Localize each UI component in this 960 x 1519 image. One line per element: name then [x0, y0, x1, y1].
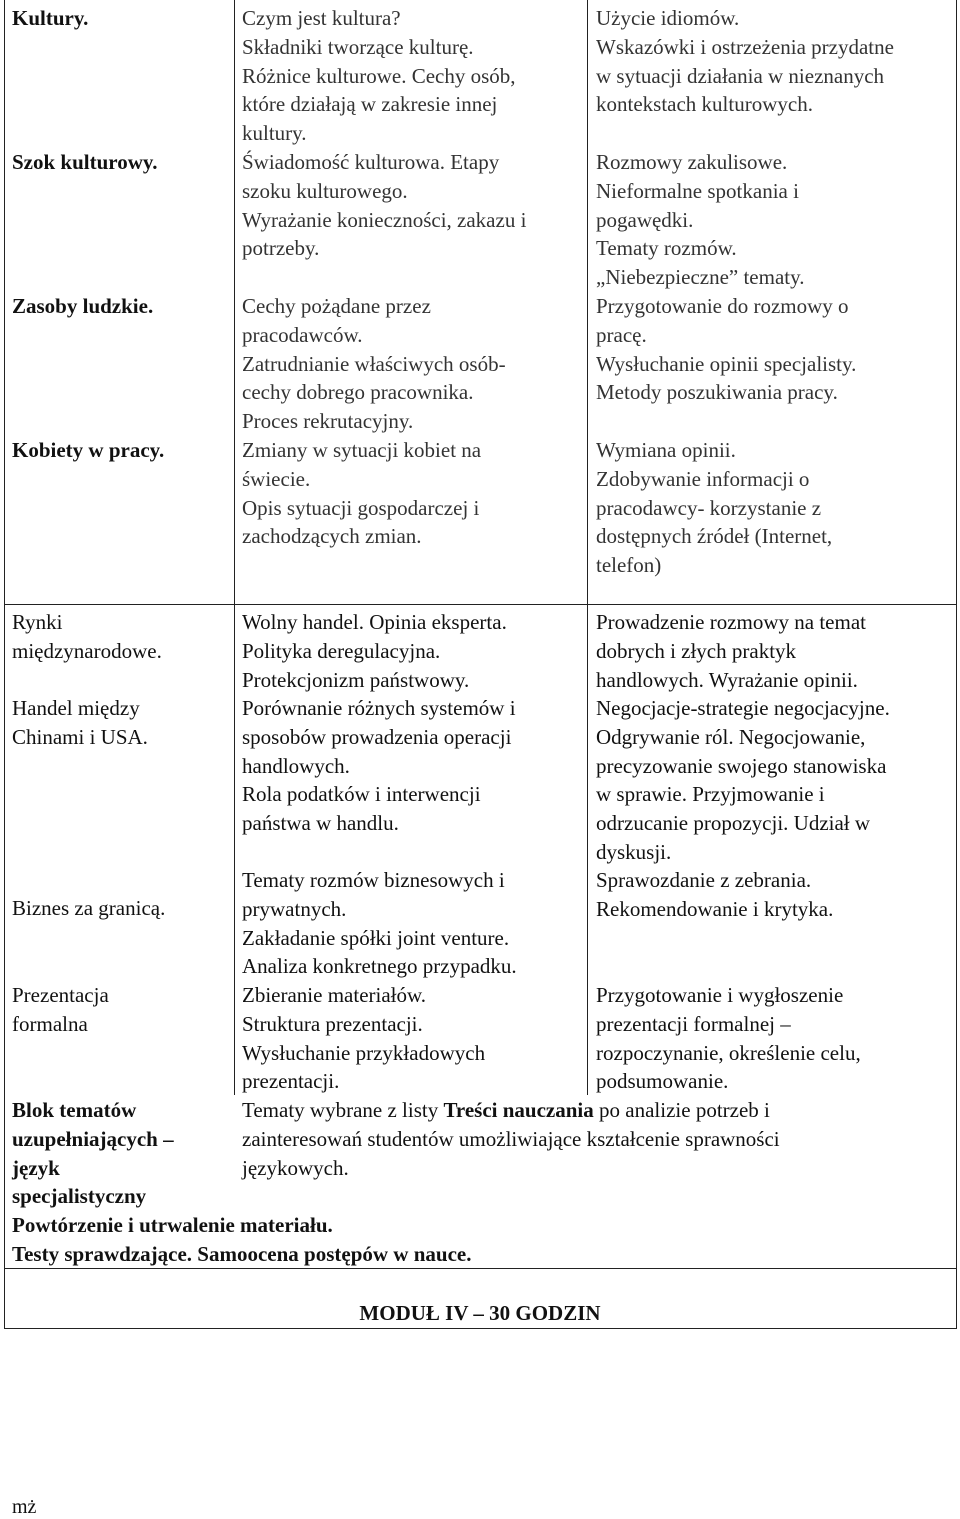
- footer-initials: mż: [12, 1496, 37, 1518]
- content-kultury: Czym jest kultura? Składniki tworzące kulturę. Różnice kulturowe. Cechy osób, które działają w zakresie innej kultury.: [242, 6, 516, 146]
- skills-zasoby-ludzkie: Przygotowanie do rozmowy o pracę. Wysłuchanie opinii specjalisty. Metody poszukiwania pracy.: [596, 294, 857, 405]
- content-handel-chiny-usa: Porównanie różnych systemów i sposobów prowadzenia operacji handlowych. Rola podatków i interwencji państwa w handlu.: [242, 696, 516, 836]
- skills-szok-kulturowy: Rozmowy zakulisowe. Nieformalne spotkania i pogawędki. Tematy rozmów. „Niebezpieczne” tematy.: [596, 150, 805, 290]
- module-title: MODUŁ IV – 30 GODZIN: [359, 1301, 601, 1325]
- topic-kobiety-w-pracy: Kobiety w pracy.: [12, 438, 165, 462]
- topic-szok-kulturowy: Szok kulturowy.: [12, 150, 158, 174]
- content-szok-kulturowy: Świadomość kulturowa. Etapy szoku kulturowego. Wyrażanie konieczności, zakazu i potrzeby.: [242, 150, 527, 261]
- topic-biznes-za-granica: Biznes za granicą.: [12, 896, 166, 920]
- topic-blok-uzupelniajacy: Blok tematów uzupełniających – język specjalistyczny: [12, 1098, 174, 1209]
- topic-prezentacja-formalna: Prezentacja formalna: [12, 983, 109, 1036]
- highlight-tresci-nauczania: Treści nauczania: [443, 1098, 594, 1122]
- skills-kobiety-w-pracy: Wymiana opinii. Zdobywanie informacji o pracodawcy- korzystanie z dostępnych źródeł (Internet, telefon): [596, 438, 833, 578]
- content-zasoby-ludzkie: Cechy pożądane przez pracodawców. Zatrudnianie właściwych osób- cechy dobrego pracownika. Proces rekrutacyjny.: [242, 294, 506, 434]
- skills-prezentacja-formalna: Przygotowanie i wygłoszenie prezentacji formalnej – rozpoczynanie, określenie celu, podsumowanie.: [596, 983, 861, 1094]
- topic-zasoby-ludzkie: Zasoby ludzkie.: [12, 294, 154, 318]
- topic-rynki-miedzynarodowe: Rynki międzynarodowe.: [12, 610, 162, 663]
- col-divider-2: [587, 0, 588, 1095]
- skills-biznes-za-granica: Sprawozdanie z zebrania. Rekomendowanie i krytyka.: [596, 868, 834, 921]
- row-separator: [4, 604, 957, 605]
- content-prezentacja-formalna: Zbieranie materiałów. Struktura prezentacji. Wysłuchanie przykładowych prezentacji.: [242, 983, 486, 1094]
- review-block: Powtórzenie i utrwalenie materiału. Testy sprawdzające. Samoocena postępów w nauce.: [12, 1213, 472, 1266]
- topic-handel-chiny-usa: Handel między Chinami i USA.: [12, 696, 148, 749]
- content-kobiety-w-pracy: Zmiany w sytuacji kobiet na świecie. Opis sytuacji gospodarczej i zachodzących zmian.: [242, 438, 482, 549]
- topic-kultury: Kultury.: [12, 6, 89, 30]
- skills-handel-chiny-usa: Negocjacje-strategie negocjacyjne. Odgrywanie ról. Negocjowanie, precyzowanie swojego stanowiska w sprawie. Przyjmowanie i odrzucanie propozycji. Udział w dyskusji.: [596, 696, 890, 864]
- skills-rynki-miedzynarodowe: Prowadzenie rozmowy na temat dobrych i złych praktyk handlowych. Wyrażanie opinii.: [596, 610, 866, 692]
- content-blok-uzupelniajacy: Tematy wybrane z listy Treści nauczania po analizie potrzeb i zainteresowań studentów umożliwiające kształcenie sprawności językowych.: [242, 1098, 780, 1180]
- content-rynki-miedzynarodowe: Wolny handel. Opinia eksperta. Polityka deregulacyjna. Protekcjonizm państwowy.: [242, 610, 507, 692]
- col-divider-1: [234, 0, 235, 1095]
- skills-kultury: Użycie idiomów. Wskazówki i ostrzeżenia przydatne w sytuacji działania w nieznanych kontekstach kulturowych.: [596, 6, 894, 117]
- content-biznes-za-granica: Tematy rozmów biznesowych i prywatnych. Zakładanie spółki joint venture. Analiza konkretnego przypadku.: [242, 868, 517, 979]
